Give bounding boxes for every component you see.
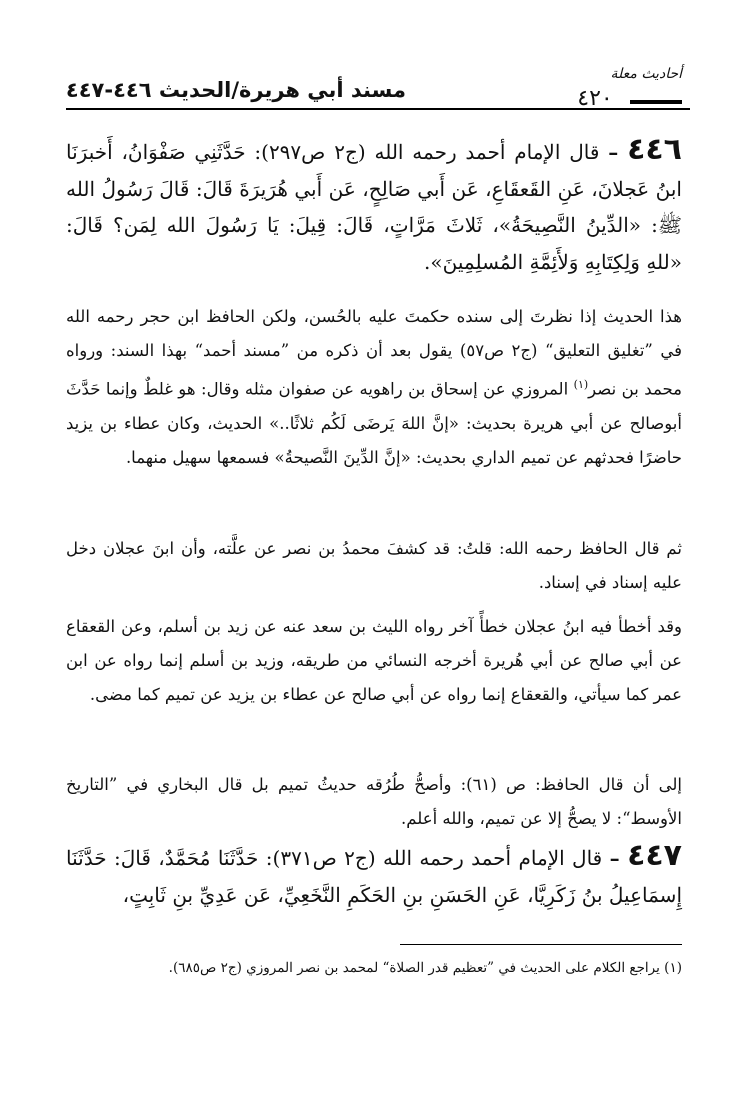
footnote: (١) يراجع الكلام على الحديث في ”تعظيم قدر الصلاة“ لمحمد بن نصر المروزي (ج٢ ص٦٨٥). (168, 960, 682, 976)
commentary-paragraph-1 (66, 300, 682, 475)
page-number: ٤٢٠ (577, 86, 613, 111)
hadith-number: ٤٤٧ (627, 838, 682, 873)
hadith-number: ٤٤٦ (627, 132, 682, 167)
hadith-text: قال الإمام أحمد رحمه الله (ج٢ ص٣٧١): حَدَّثَنَا مُحَمَّدٌ، قَالَ: حَدَّثَنَا إِسمَاعِيلُ بنُ زَكَرِيَّا، عَنِ الحَسَنِ بنِ الحَكَمِ النَّخَعِيِّ، عَن عَدِيِّ بنِ ثَابِتٍ، (66, 846, 682, 907)
footnote-reference: (١) (573, 378, 589, 391)
running-header-title: مسند أبي هريرة/الحديث ٤٤٦-٤٤٧ (65, 78, 406, 102)
hadith-dash: – (608, 140, 619, 164)
footnote-rule (400, 944, 682, 945)
commentary-text-continued: المروزي عن إسحاق بن راهويه عن صفوان مثله وقال: هو غلطٌ وإنما حَدَّثَ أبوصالح عن أبي هريرة بحديث: «إنَّ اللهَ يَرضَى لَكُم ثلاثًا..» الحديث، وكان عطاء بن يزيد حاضرًا فحدثهم عن تميم الداري بحديث: «إنَّ الدِّينَ النَّصيحةُ» فسمعها سهيل منهما. (66, 379, 682, 467)
commentary-paragraph-4: إلى أن قال الحافظ: ص (٦١): وأصحُّ طُرُقه حديثُ تميم بل قال البخاري في ”التاريخ الأوسط“: لا يصحُّ إلا عن تميم، والله أعلم. (66, 775, 682, 828)
hadith-446 (66, 134, 682, 280)
commentary-paragraph-2: ثم قال الحافظ رحمه الله: قلتُ: قد كشفَ محمدُ بن نصر عن علَّته، وأن ابنَ عجلان دخل عليه إسناد في إسناد. (66, 539, 682, 592)
hadith-dash: – (609, 846, 620, 870)
margin-note: أحاديث معلة (610, 66, 682, 82)
hadith-text: قال الإمام أحمد رحمه الله (ج٢ ص٢٩٧): حَدَّثَنِي صَفْوَانُ، أَخبرَنَا ابنُ عَجلانَ، عَنِ القَعقَاعِ، عَن أَبي صَالِحٍ، عَن أَبي هُرَيرَةَ قَالَ: قَالَ رَسُولُ الله ﷺ: «الدِّينُ النَّصِيحَةُ»، ثَلاثَ مَرَّاتٍ، قَالَ: قِيلَ: يَا رَسُولَ الله لِمَن؟ قَالَ: «للهِ وَلِكِتَابِهِ وَلأَئِمَّةِ المُسلِمِينَ». (66, 140, 682, 274)
commentary-paragraph-3: وقد أخطأ فيه ابنُ عجلان خطأً آخر رواه الليث بن سعد عنه عن زيد بن أسلم، وعن القعقاع عن أبي صالح عن أبي هُريرة أخرجه النسائي من طريقه، وزيد بن أسلم إنما رواه عن ابن عمر كما سيأتي، والقعقاع إنما رواه عن أبي صالح عن عطاء بن يزيد عن تميم كما مضى. (66, 617, 682, 704)
hadith-447 (66, 840, 682, 913)
commentary-text: هذا الحديث إذا نظرتَ إلى سنده حكمتَ عليه بالحُسن، ولكن الحافظ ابن حجر رحمه الله في ”تغليق التعليق“ (ج٢ ص٥٧) يقول بعد أن ذكره من ”مسند أحمد“ بهذا السند: ورواه محمد بن نصر (66, 307, 682, 399)
header-page-rule (630, 100, 682, 104)
header-rule (66, 108, 690, 110)
